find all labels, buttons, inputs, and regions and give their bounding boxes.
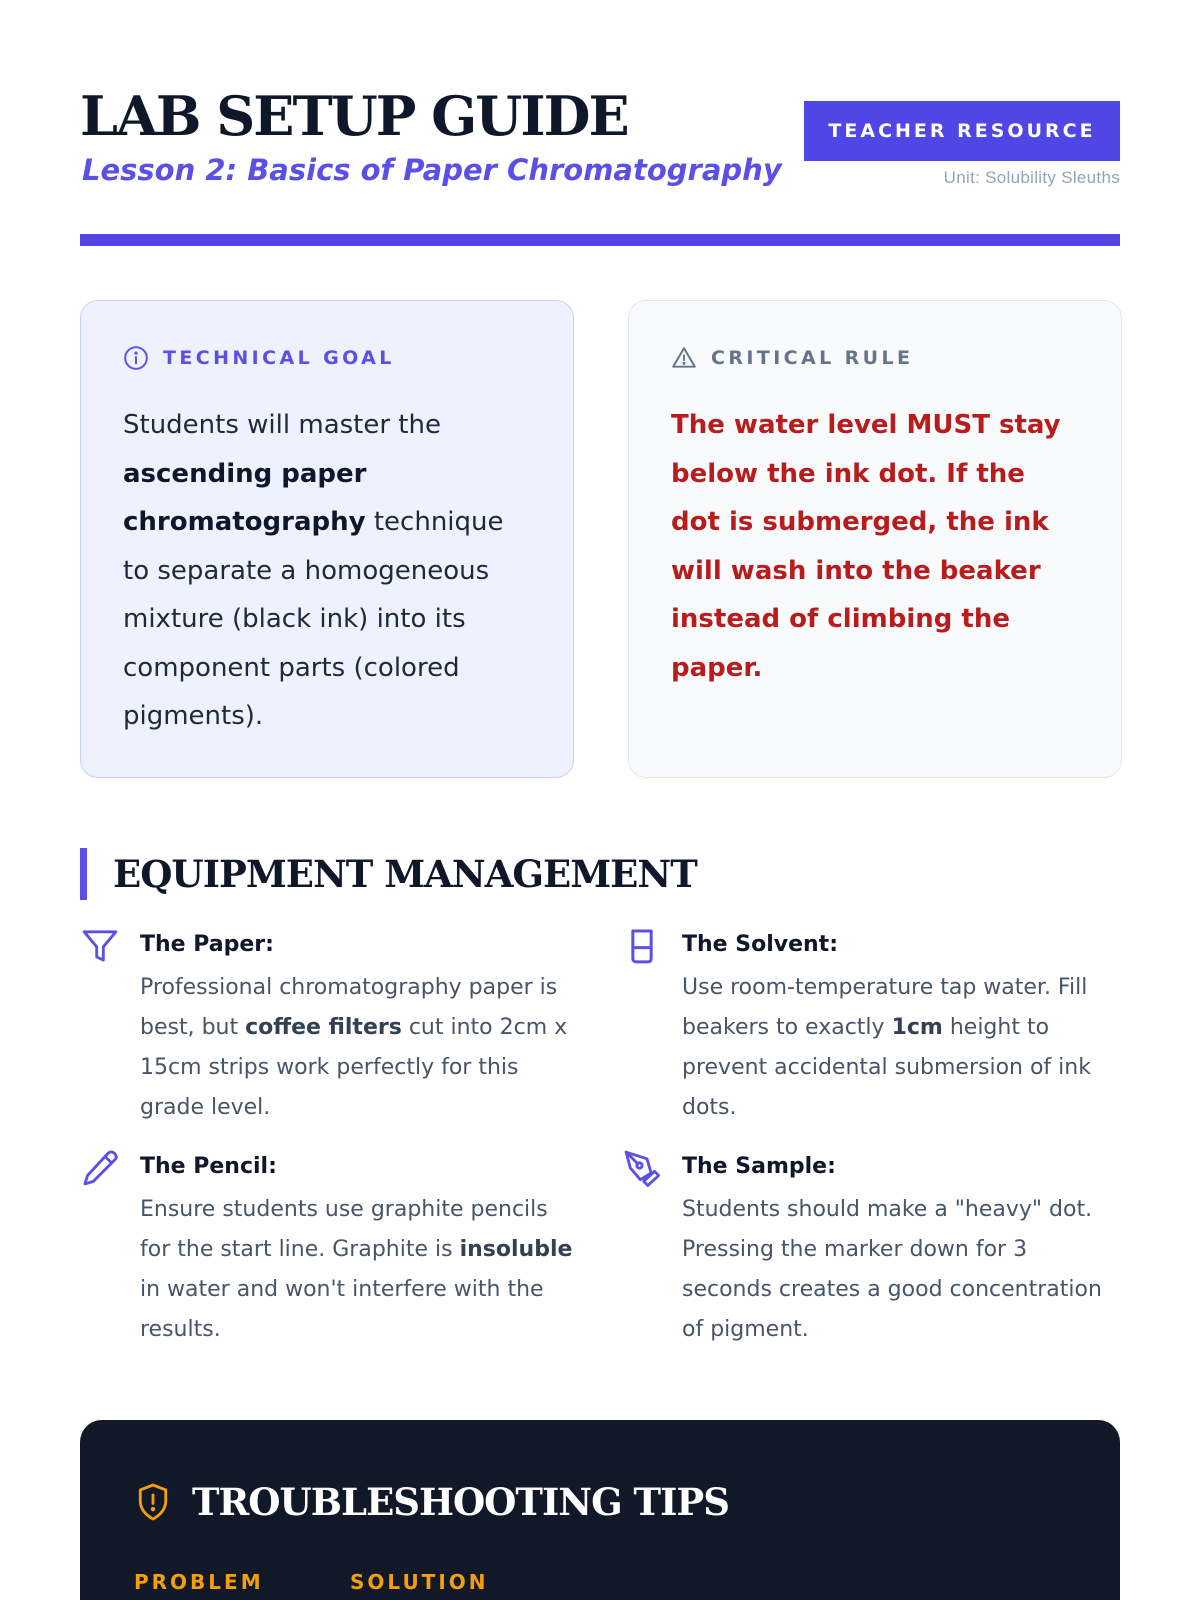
technical-goal-card xyxy=(80,300,574,778)
solution-column-header: SOLUTION xyxy=(350,1570,489,1594)
troubleshooting-panel xyxy=(80,1420,1120,1600)
equipment-text-start: Ensure students use graphite pencils for the start line. Graphite is xyxy=(140,1197,548,1262)
pencil-icon xyxy=(80,1148,120,1188)
pen-tool-icon xyxy=(622,1148,662,1188)
equipment-text-emphasis: coffee filters xyxy=(245,1015,402,1040)
equipment-text-emphasis: 1cm xyxy=(891,1015,943,1040)
filter-icon xyxy=(80,926,120,966)
shield-alert-icon xyxy=(136,1482,170,1522)
goal-text-start: Students will master the xyxy=(123,410,441,440)
equipment-text-emphasis: insoluble xyxy=(459,1237,573,1262)
critical-rule-card xyxy=(628,300,1122,778)
header-divider xyxy=(80,234,1120,246)
technical-goal-label: TECHNICAL GOAL xyxy=(163,347,395,369)
equipment-section-header xyxy=(80,848,697,900)
equipment-item-text xyxy=(140,968,580,1128)
goal-text-end: technique to separate a homogeneous mixture (black ink) into its component parts (colored pigments). xyxy=(123,507,504,731)
equipment-item-title: The Solvent: xyxy=(682,932,838,957)
teacher-resource-badge: TEACHER RESOURCE xyxy=(804,101,1120,161)
equipment-text-end: in water and won't interfere with the results. xyxy=(140,1277,544,1342)
equipment-item-text xyxy=(682,1190,1122,1350)
technical-goal-header xyxy=(123,343,533,373)
equipment-text-start: Professional chromatography paper is best, but xyxy=(140,975,558,1040)
equipment-text-end: cut into 2cm x 15cm strips work perfectly for this grade level. xyxy=(140,1015,568,1120)
troubleshooting-title: TROUBLESHOOTING TIPS xyxy=(192,1480,729,1524)
problem-column-header: PROBLEM xyxy=(134,1570,264,1594)
info-circle-icon xyxy=(123,345,149,371)
equipment-text-start: Students should make a "heavy" dot. Pressing the marker down for 3 seconds creates a good concentration of pigment. xyxy=(682,1197,1102,1342)
critical-rule-label: CRITICAL RULE xyxy=(711,347,914,369)
unit-label: Unit: Solubility Sleuths xyxy=(943,168,1120,187)
page-title: LAB SETUP GUIDE xyxy=(80,84,628,148)
equipment-item-title: The Paper: xyxy=(140,932,274,957)
equipment-item-text xyxy=(682,968,1122,1128)
goal-text-emphasis: ascending paper chromatography xyxy=(123,458,367,537)
equipment-text-start: Use room-temperature tap water. Fill beakers to exactly xyxy=(682,975,1088,1040)
page-header xyxy=(80,84,1120,194)
troubleshooting-header xyxy=(136,1480,729,1524)
section-accent-bar xyxy=(80,848,87,900)
technical-goal-text xyxy=(123,401,533,741)
equipment-section-title: EQUIPMENT MANAGEMENT xyxy=(113,852,697,896)
equipment-item-title: The Pencil: xyxy=(140,1154,277,1179)
lesson-subtitle: Lesson 2: Basics of Paper Chromatography xyxy=(82,153,782,187)
beaker-icon xyxy=(622,926,662,966)
equipment-item-title: The Sample: xyxy=(682,1154,836,1179)
equipment-text-end: height to prevent accidental submersion of ink dots. xyxy=(682,1015,1091,1120)
equipment-item-text xyxy=(140,1190,580,1350)
critical-rule-header xyxy=(671,343,1081,373)
critical-rule-text: The water level MUST stay below the ink dot. If the dot is submerged, the ink will wash into the beaker instead of climbing the paper. xyxy=(671,410,1061,683)
warning-triangle-icon xyxy=(671,345,697,371)
lab-setup-guide-page xyxy=(80,0,1120,1600)
